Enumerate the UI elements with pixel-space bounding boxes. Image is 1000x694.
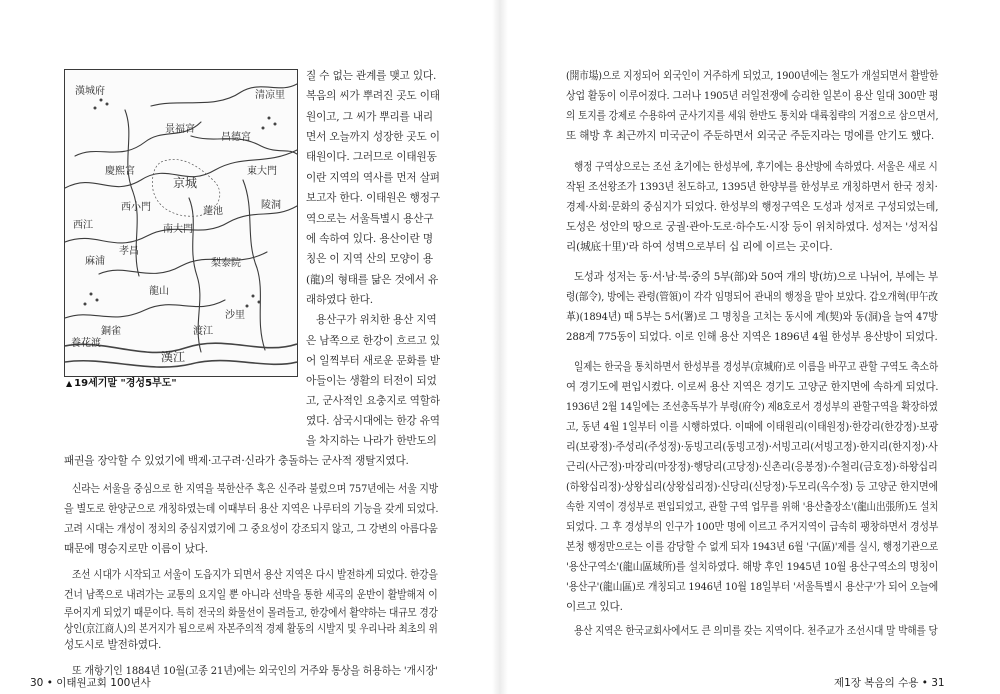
- body-line: 고, 동년 4월 1일부터 이를 시행하였다. 이때에 이태원리(이태원정)·한강리(한강정)·보광: [566, 421, 939, 433]
- body-line: 에 속하여 있다. 용산이란 명: [306, 233, 434, 245]
- map-label: 東大門: [247, 166, 277, 177]
- body-line: 본청 행정만으로는 이를 감당할 수 없게 되자 1943년 6월 '구(區)'제를 실시, 행정기관으로: [566, 541, 939, 553]
- body-line: '용산구역소'(龍山區域所)를 설치하였다. 해방 후인 1945년 10월 용산구역소의 명칭이: [566, 561, 939, 573]
- body-line: 또 해방 후 최근까지 미국군이 주둔하면서 외국군 주둔지라는 멍에를 안기도 했다.: [566, 130, 935, 142]
- body-line: 용산구가 위치한 용산 지역: [316, 314, 437, 326]
- body-line: 래하였다 한다.: [306, 294, 373, 306]
- body-line: 조선 시대가 시작되고 서울이 도읍지가 되면서 용산 지역은 다시 발전하게 되었다. 한강을: [72, 569, 438, 581]
- body-line: 속한 지역이 경성부로 편입되었고, 관할 구역 업무를 위해 '용산출장소'(龍山出張所)도 설치: [566, 501, 939, 513]
- body-line: 때문에 명승지로만 이름이 났다.: [64, 543, 208, 555]
- body-line: 되었다. 그 후 경성부의 인구가 100만 명에 이르고 주거지역이 급속히 팽창하면서 경성부: [566, 521, 939, 533]
- body-line: 령(部令), 방에는 관령(管領)이 각각 임명되어 관내의 행정을 맡아 보았다. 갑오개혁(甲午改: [566, 291, 938, 303]
- body-line: 신라는 서울을 중심으로 한 지역을 북한산주 혹은 신주라 불렀으며 757년에는 서울 지방: [72, 483, 439, 495]
- body-line: 면서 오늘까지 성장한 곳도 이: [306, 131, 440, 143]
- body-line: 을 별도로 한양군으로 개칭하였는데 이때부터 용산 지역은 나루터의 기능을 갖게 되었다.: [64, 503, 439, 515]
- body-line: 도성은 성안의 땅으로 궁궐·관아·도로·하수도·시장 등이 위치하였다. 성저는 '성저십: [566, 221, 939, 233]
- body-line: 원이고, 그 씨가 뿌리를 내리: [306, 111, 434, 123]
- body-line: 리(보광정)·주성리(주성정)·동빙고리(동빙고정)·서빙고리(서빙고정)·한지리(한지정)·사: [566, 441, 938, 453]
- body-line: 루어지게 되었기 때문이다. 특히 전국의 화물선이 몰려들고, 한강에서 활약하는 대규모 경강: [64, 607, 438, 619]
- body-line: 도성과 성저는 동·서·남·북·중의 5부(部)와 50여 개의 방(坊)으로 나뉘어, 부에는 부: [574, 271, 938, 283]
- figure-caption: ▲ 19세기말 "경성5부도": [66, 378, 177, 389]
- triangle-icon: ▲: [66, 379, 73, 388]
- body-line: 복음의 씨가 뿌려진 곳도 이태: [306, 90, 440, 102]
- body-line: 역으로는 서울특별시 용산구: [306, 213, 434, 225]
- map-label: 孝昌: [119, 246, 139, 257]
- body-line: (하왕십리정)·상왕십리(상왕십리정)·신당리(신당정)·두모리(옥수정) 등 고양군 한지면에: [566, 481, 939, 493]
- map-label: 清凉里: [255, 90, 285, 101]
- body-line: 은 남쪽으로 한강이 흐르고 있: [306, 335, 440, 347]
- body-line: 행정 구역상으로는 조선 초기에는 한성부에, 후기에는 용산방에 속하였다. 서울은 새로 시: [574, 161, 938, 173]
- body-line: 작된 조선왕조가 1393년 천도하고, 1395년 한양부를 한성부로 개칭하면서 한국 정치·: [566, 181, 938, 193]
- body-line: 이란 지역의 역사를 먼저 살펴: [306, 172, 440, 184]
- right-folio: 제1장 복음의 수용 • 31: [834, 677, 945, 689]
- body-line: 을 차지하는 나라가 한반도의: [306, 435, 437, 447]
- body-line: 보고자 한다. 이태원은 행정구: [306, 192, 440, 204]
- body-line: 고, 군사적인 요충지로 역할하: [306, 395, 440, 407]
- map-label: 南大門: [163, 224, 193, 235]
- map-label: 龍山: [149, 286, 169, 297]
- body-line: 어 일찍부터 새로운 문화를 받: [306, 355, 440, 367]
- body-line: 건너 남쪽으로 내려가는 교통의 요지일 뿐 아니라 선박을 통한 세곡의 운반이 활발해져 이: [64, 589, 438, 601]
- map-label: 養花渡: [71, 338, 101, 349]
- body-line: 질 수 없는 관계를 맺고 있다.: [306, 70, 437, 82]
- map-label: 西小門: [121, 202, 151, 213]
- body-line: 였다. 삼국시대에는 한강 유역: [306, 415, 440, 427]
- map-label: 景福宮: [165, 124, 195, 135]
- body-line: 아들이는 생활의 터전이 되었: [306, 375, 437, 387]
- body-line: 또 개항기인 1884년 10월(고종 21년)에는 외국인의 거주와 통상을 허용하는 '개시장': [72, 665, 438, 677]
- body-line: 상인(京江商人)의 본거지가 됨으로써 자본주의적 경제 활동의 시발지 및 우리나라 최초의 위: [64, 623, 438, 635]
- body-line: 리(城底十里)'라 하여 성벽으로부터 십 리에 이르는 곳이다.: [566, 241, 833, 253]
- body-line: 패권을 장악할 수 있었기에 백제·고구려·신라가 충돌하는 군사적 쟁탈지였다.: [64, 455, 409, 467]
- body-line: (龍)의 형태를 닮은 것에서 유: [306, 274, 439, 286]
- left-folio: 30 • 이태원교회 100년사: [30, 677, 151, 689]
- body-line: 경제·사회·문화의 중심지가 되었다. 한성부의 행정구역은 도성과 성저로 구성되었는데,: [566, 201, 939, 213]
- body-line: 이르고 있다.: [566, 601, 623, 613]
- map-label: 銅雀: [101, 326, 121, 337]
- body-line: (開市場)으로 지정되어 외국인이 거주하게 되었고, 1900년에는 철도가 개설되면서 활발한: [566, 70, 939, 82]
- body-line: 용산 지역은 한국교회사에서도 큰 의미를 갖는 지역이다. 천주교가 조선시대 말 박해를 당: [574, 625, 938, 637]
- body-line: 일제는 한국을 통치하면서 한성부를 경성부(京城府)로 이름을 바꾸고 관할 구역도 축소하: [574, 361, 939, 373]
- map-label: 沙里: [225, 310, 245, 321]
- map-label: 西江: [73, 220, 93, 231]
- map-figure: [64, 69, 298, 377]
- body-line: 288계 775동이 되었다. 이로 인해 용산 지역은 1896년 4월 한성부 용산방이 되었다.: [566, 331, 938, 343]
- map-label: 昌德宮: [221, 132, 251, 143]
- map-drawing: [65, 70, 297, 376]
- body-line: 성도시로 발전하였다.: [64, 639, 162, 651]
- map-label: 慶熙宮: [105, 166, 135, 177]
- body-line: '용산구'(龍山區)로 개칭되고 1946년 10월 18일부터 '서울특별시 용산구'가 되어 오늘에: [566, 581, 939, 593]
- map-label: 京城: [173, 176, 198, 190]
- body-line: 칭은 이 지역 산의 모양이 용: [306, 253, 434, 265]
- right-page: [500, 0, 1000, 694]
- body-line: 의 토지를 강제로 수용하여 군사기지를 세워 한반도 통치와 대륙침략의 거점으로 삼으면서,: [566, 110, 939, 122]
- map-label: 梨泰院: [211, 258, 241, 269]
- body-line: 革)(1894년) 때 5부는 5서(署)로 그 명칭을 고치는 동시에 계(契)와 동(洞)을 늘여 47방: [566, 311, 938, 323]
- map-label: 漢江: [161, 350, 186, 364]
- map-label: 陵洞: [261, 200, 281, 211]
- map-label: 渡江: [193, 326, 213, 337]
- body-line: 근리(사근정)·마장리(마장정)·행당리(고당정)·신촌리(응봉정)·수철리(금호정)·하왕십리: [566, 461, 938, 473]
- body-line: 상업 활동이 이루어졌다. 그러나 1905년 러일전쟁에 승리한 일본이 용산 일대 300만 평: [566, 90, 939, 102]
- body-line: 여 경기도에 편입시켰다. 이로써 용산 지역은 경기도 고양군 한지면에 속하게 되었다.: [566, 381, 939, 393]
- map-label: 漢城府: [75, 86, 105, 97]
- map-label: 蓮池: [203, 206, 223, 217]
- body-line: 태원이다. 그러므로 이태원동: [306, 151, 437, 163]
- body-line: 1936년 2월 14일에는 조선총독부가 부령(府令) 제8호로서 경성부의 관할구역을 확장하였: [566, 401, 938, 413]
- map-label: 麻浦: [85, 256, 105, 267]
- body-line: 고려 시대는 개성이 정치의 중심지였기에 그 중요성이 강조되지 않고, 그 강변의 아름다움: [64, 523, 438, 535]
